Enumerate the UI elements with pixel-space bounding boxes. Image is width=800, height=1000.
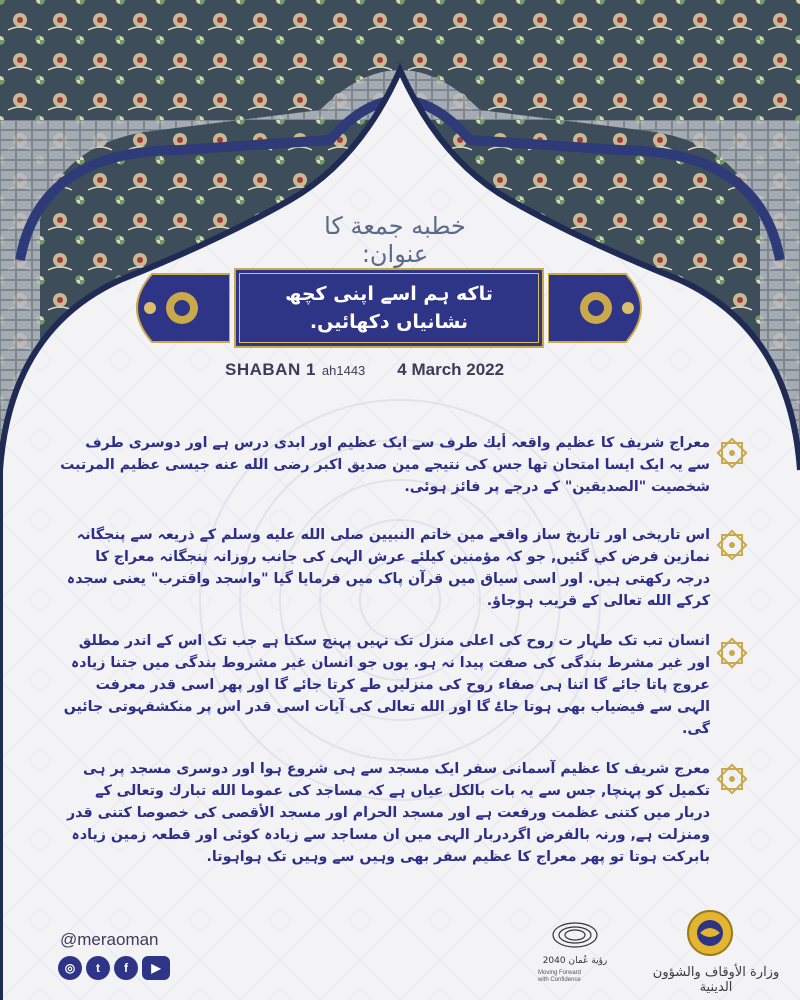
ministry-name: وزارة الأوقاف والشؤون الدينية	[652, 965, 780, 995]
octagram-bullet-icon	[715, 636, 749, 670]
ornament-left-icon	[112, 268, 230, 348]
vision-logo-text: رؤية عُمان 2040	[542, 956, 608, 966]
octagram-bullet-icon	[715, 528, 749, 562]
hijri-date-label: SHABAN 1	[225, 360, 316, 379]
paragraph-1: معراج شریف کا عظیم واقعہ أيك طرف سے ایک عظیم اور ابدی درس ہے اور دوسری طرف سے یہ ایک ایسا امتحان تھا جس کی نتیجے مین صدیق اکبر رضی الله عنه جیسی عظیم المرتبت شخصیت "الصدیقین" کے درجے پر فائز ہوئی.	[60, 435, 710, 495]
twitter-icon[interactable]: t	[86, 956, 110, 980]
ornament-right-icon	[548, 268, 666, 348]
khutbah-title-label: خطبه جمعة كا عنوان:	[324, 212, 466, 268]
title-panel	[234, 268, 544, 348]
date-row	[225, 360, 555, 384]
instagram-icon[interactable]: ◎	[58, 956, 82, 980]
gregorian-date: 4 March 2022	[397, 360, 505, 379]
octagram-bullet-icon	[715, 762, 749, 796]
octagram-bullet-icon	[715, 436, 749, 470]
vision-caption: Moving Forward with Confidence	[538, 970, 582, 983]
social-links	[58, 956, 198, 984]
social-handle[interactable]: @meraoman	[60, 930, 159, 949]
title-line-1: تاکه ہم اسے اپنی کچھ	[285, 283, 493, 305]
paragraph-2: اس تاریخی اور تاریخ ساز واقعے مین خاتم النبیین صلی الله عليه وسلم کے ذریعہ سے پنجگانہ نمازین فرض کي گئیں, جو کہ مؤمنین کیلئے عرش الہی کی جانب روزانہ پنجگانہ معراج کا درجہ رکھتی ہیں. اور اسی سیاق میں قرآن پاک میں فرمایا گیا "واسجد واقترب" یعنی سجدہ کرکے الله تعالى کے قریب ہوجاؤ.	[66, 527, 710, 609]
title-line-2: نشانیاں دکھائیں.	[309, 311, 469, 333]
facebook-icon[interactable]: f	[114, 956, 138, 980]
hijri-year: ah1443	[321, 363, 366, 378]
youtube-icon[interactable]: ▶	[142, 956, 170, 980]
paragraph-3: انسان تب تک طہار ت روح کی اعلی منزل تک نہیں پہنچ سکتا ہے جب تک اس کے اندر مطلق اور غیر مشرط بندگی کی صفت پیدا نہ ہو. یوں جو انسان غیر مشروط بندگی میں جتنا زیادہ عروج پاتا جائے گا اتنا ہی صفاء روح کی منزلیں طے کرتا جائے گا اور پھر اسی قدر معرفت الہی سے فیضیاب بھی ہوتا جاۓ گا اور الله تعالى کی آیات اسی قدر اس پر منکشفہوتی جائیں گی.	[63, 633, 710, 737]
paragraph-4: معرج شریف کا عظیم آسمانی سفر ایک مسجد سے ہی شروع ہوا اور دوسری مسجد پر ہی تکمیل کو پہنچا, جس سے یہ بات بالکل عیاں ہے کہ مساجد کی عموما الله تبارك وتعالى کے دربار میں کتنی عظمت ورفعت ہے اور مسجد الحرام اور مسجد الأقصى کی خصوصا کتنی قدر ومنزلت ہے, ورنہ بالفرض اگردربار الہی میں ان مساجد سے زیادہ کوئی اور قطعہ زمین زیادہ بابرکت ہوتا تو پھر معراج کا عظیم سفر بھی وہیں سے وہیں تک ہواہوتا.	[67, 761, 710, 865]
